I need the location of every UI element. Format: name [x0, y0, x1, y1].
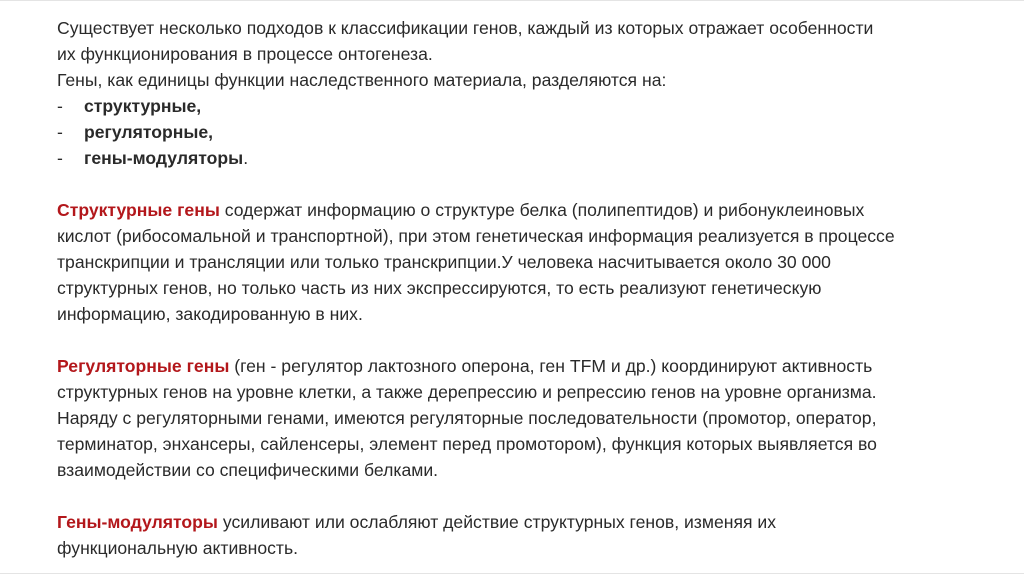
dash-bullet: -	[57, 122, 63, 142]
modulators-line-1	[57, 509, 997, 535]
gene-type-item	[57, 119, 997, 145]
slide-text	[57, 15, 997, 561]
dash-bullet: -	[57, 96, 63, 116]
intro-line-1: Существует несколько подходов к классификации генов, каждый из которых отражает особенности	[57, 18, 874, 38]
dash-bullet: -	[57, 148, 63, 168]
regulatory-line-3: Наряду с регуляторными генами, имеются регуляторные последовательности (промотор, оператор,	[57, 408, 877, 428]
paragraph-gap	[57, 171, 997, 197]
structural-line-3: транскрипции и трансляции или только транскрипции.У человека насчитывается около 30 000	[57, 252, 831, 272]
gene-type-label: структурные,	[84, 96, 202, 116]
gene-type-label: регуляторные,	[84, 122, 214, 142]
modulator-genes-term: Гены-модуляторы	[57, 512, 218, 532]
paragraph-gap	[57, 327, 997, 353]
paragraph-gap	[57, 483, 997, 509]
modulators-line-2: функциональную активность.	[57, 538, 299, 558]
structural-line-1-text: содержат информацию о структуре белка (полипептидов) и рибонуклеиновых	[219, 200, 865, 220]
modulators-line-1-text: усиливают или ослабляют действие структурных генов, изменяя их	[217, 512, 777, 532]
gene-type-item	[57, 93, 997, 119]
structural-line-5: информацию, закодированную в них.	[57, 304, 363, 324]
structural-line-1	[57, 197, 997, 223]
regulatory-line-5: взаимодействии со специфическими белками.	[57, 460, 439, 480]
structural-genes-term: Структурные гены	[57, 200, 220, 220]
gene-type-suffix: .	[243, 148, 249, 168]
structural-line-2: кислот (рибосомальной и транспортной), при этом генетическая информация реализуется в процессе	[57, 226, 895, 246]
structural-line-4: структурных генов, но только часть из них экспрессируются, то есть реализуют генетическую	[57, 278, 822, 298]
gene-type-item	[57, 145, 997, 171]
regulatory-line-4: терминатор, энхансеры, сайленсеры, элемент перед промотором), функция которых выявляется во	[57, 434, 877, 454]
regulatory-genes-term: Регуляторные гены	[57, 356, 230, 376]
regulatory-line-1-text: (ген - регулятор лактозного оперона, ген TFM и др.) координируют активность	[229, 356, 873, 376]
regulatory-line-2: структурных генов на уровне клетки, а также дерепрессию и репрессию генов на уровне организма.	[57, 382, 877, 402]
intro-line-3: Гены, как единицы функции наследственного материала, разделяются на:	[57, 70, 667, 90]
regulatory-line-1	[57, 353, 997, 379]
intro-line-2: их функционирования в процессе онтогенеза.	[57, 44, 433, 64]
gene-type-label: гены-модуляторы	[84, 148, 244, 168]
